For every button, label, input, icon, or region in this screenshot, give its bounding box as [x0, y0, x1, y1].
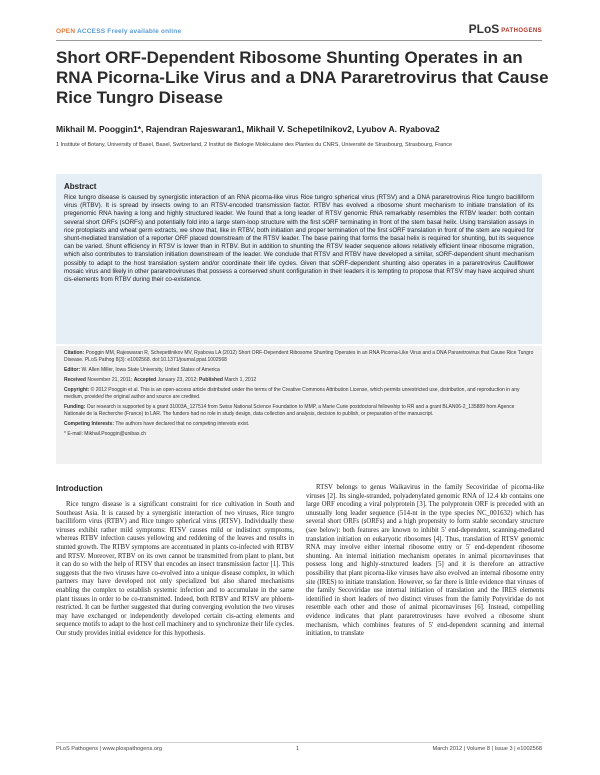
- competing-interests-label: Competing Interests:: [64, 421, 115, 427]
- introduction-paragraph-1: Rice tungro disease is a significant constraint for rice cultivation in South and Southeast Asia. It is caused by a synergistic interaction of two viruses, Rice tungro bacilliform virus (RTBV) and Rice tungro spherical virus (RTSV). Individually these viruses exhibit rather mild symptoms: RTSV causes mild or indistinct symptoms, whereas RTBV infection causes yellowing and reddening of the leaves and results in stunted growth. The RTBV symptoms are accentuated in plants co-infected with RTBV and RTSV. Moreover, RTBV on its own cannot be transmitted from plant to plant, but it can do so with the help of RTSV that encodes an insect transmission factor [1]. This suggests that the two viruses have co-evolved into a unique disease complex, in which partners may have developed not only specialized but also shared mechanisms enabling the complex to establish systemic infection and to accumulate in the same plant tissues in order to be co-transmitted. Indeed, both RTBV and RTSV are phloem-restricted. It can be further suggested that during converging evolution the two viruses may have exchanged or independently developed certain cis-acting elements and sequence motifs to adapt to the host cell machinery and to synchronize their life cycles. Our study provides initial evidence for this hypothesis.: [56, 501, 294, 637]
- author-list: Mikhail M. Pooggin1*, Rajendran Rajeswaran1, Mikhail V. Schepetilnikov2, Lyubov A. Ryabova2: [56, 124, 440, 134]
- abstract-box: [56, 174, 542, 344]
- competing-interests-text: The authors have declared that no competing interests exist.: [115, 421, 250, 427]
- article-metadata-box: [56, 346, 542, 464]
- copyright-label: Copyright:: [64, 387, 90, 393]
- copyright-line: [64, 387, 534, 401]
- paper-title: Short ORF-Dependent Ribosome Shunting Operates in an RNA Picorna-Like Virus and a DNA Pararetrovirus that Cause Rice Tungro Disease: [56, 48, 549, 107]
- citation-label: Citation:: [64, 350, 85, 356]
- footer-issue-info: March 2012 | Volume 8 | Issue 3 | e1002568: [432, 746, 542, 752]
- body-column-right: [306, 484, 544, 639]
- citation-line: [64, 350, 534, 364]
- page-footer: [56, 742, 542, 756]
- journal-logo-main: PLoS: [468, 22, 500, 36]
- published-label: Published: [199, 377, 223, 383]
- introduction-paragraph-2: RTSV belongs to genus Waikavirus in the family Secoviridae of picorna-like viruses [2]. Its single-stranded, polyadenylated genomic RNA of 12.4 kb contains one large ORF encoding a viral polyprotein [3]. The polyprotein ORF is preceded with an unusually long leader sequence (514-nt in the type species NC_001632) which has several short ORFs (sORFs) and a high propensity to form stable secondary structure (see below): both features are known to inhibit 5' end-dependent, scanning-mediated translation initiation on eukaryotic ribosomes [4]. Thus, translation of RTSV genomic RNA may involve either internal ribosome entry or 5' end-dependent ribosome shunting. An internal initiation mechanism operates in animal picornaviruses that possess long and highly-structured leaders [5] and it is therefore an attractive possibility that plant picorna-like viruses have also evolved an internal ribosome entry site (IRES) to initiate translation. However, so far there is little evidence that viruses of the family Secoviridae use internal initiation of translation and the IRES elements identified in short leaders of two distinct viruses from the family Potyviridae do not resemble each other and those of animal picornaviruses [6]. Instead, compelling evidence indicates that plant pararetroviruses have evolved a ribosome shunt mechanism, which combines features of 5' end-dependent scanning and internal initiation, to translate: [306, 484, 544, 638]
- email-line: [64, 431, 534, 438]
- body-column-left: [56, 484, 294, 639]
- received-date: November 21, 2011;: [87, 377, 133, 383]
- funding-text: Our research is supported by a grant 31003A_127514 from Swiss National Science Foundation to MMP, a Marie Curie postdoctoral fellowship to RR and a grant BLAN06-2_135889 from Agence Nationale de la Recherche (France) to LAR. The funders had no role in study design, data collection and analysis, decision to publish, or preparation of the manuscript.: [64, 404, 515, 417]
- copyright-text: © 2012 Pooggin et al. This is an open-access article distributed under the terms of the Creative Commons Attribution License, which permits unrestricted use, distribution, and reproduction in any medium, provided the original author and source are credited.: [64, 387, 520, 400]
- funding-label: Funding:: [64, 404, 86, 410]
- open-access-badge: [56, 28, 181, 35]
- accepted-label: Accepted: [133, 377, 157, 383]
- citation-text: Pooggin MM, Rajeswaran R, Schepetilnikov MV, Ryabova LA (2012) Short ORF-Dependent Ribosome Shunting Operates in an RNA Picorna-Like Virus and a DNA Pararetrovirus that Cause Rice Tungro Disease. PLoS Pathog 8(3): e1002568. doi:10.1371/journal.ppat.1002568: [64, 350, 534, 363]
- journal-logo: [469, 22, 542, 36]
- accepted-date: January 23, 2012;: [157, 377, 198, 383]
- abstract-heading: Abstract: [64, 182, 97, 191]
- open-access-label: ACCESS Freely available online: [77, 28, 182, 35]
- header-divider: [56, 40, 542, 41]
- published-date: March 1, 2012: [224, 377, 257, 383]
- editor-line: [64, 367, 534, 374]
- abstract-text: Rice tungro disease is caused by synergistic interaction of an RNA picorna-like virus Rice tungro spherical virus (RTSV) and a DNA pararetrovirus Rice tungro bacilliform virus (RTBV). It is spread by insects owing to an RTSV-encoded transmission factor. RTBV has evolved a ribosome shunt mechanism to initiate translation of its pregenomic RNA having a long and highly structured leader. We found that a long leader of RTSV genomic RNA remarkably resembles the RTBV leader: both contain several short ORFs (sORFs) and potentially fold into a large stem-loop structure with the first sORF terminating in front of the stem basal helix. Using translation assays in rice protoplasts and wheat germ extracts, we show that, like in RTBV, both initiation and proper termination of the first sORF translation in front of the stem are required for shunt-mediated translation of a reporter ORF placed downstream of the RTSV leader. The base pairing that forms the basal helix is required for shunting, but its sequence can be varied. Shunt efficiency in RTSV is lower than in RTBV. But in addition to shunting the RTSV leader sequence allows relatively efficient linear ribosome migration, which also contributes to translation initiation downstream of the leader. We conclude that RTSV and RTBV have developed a similar, sORF-dependent shunt mechanism possibly to adapt to the host translation system and/or coordinate their life cycles. Given that sORF-dependent shunting also operates in a pararetrovirus Cauliflower mosaic virus and likely in other pararetroviruses that possess a conserved shunt configuration in their leaders it is tempting to propose that RTSV may have acquired shunt cis-elements from RTBV during their co-existence.: [64, 194, 534, 284]
- email-address[interactable]: Mikhail.Pooggin@unibas.ch: [84, 431, 147, 437]
- affiliations: 1 Institute of Botany, University of Basel, Basel, Switzerland, 2 Institut de Biologie Moléculaire des Plantes du CNRS, Université de Strasbourg, Strasbourg, France: [56, 142, 453, 148]
- footer-journal-site[interactable]: PLoS Pathogens | www.plospathogens.org: [56, 746, 162, 752]
- dates-line: [64, 377, 534, 384]
- email-label: * E-mail:: [64, 431, 83, 437]
- received-label: Received: [64, 377, 86, 383]
- journal-logo-sub: PATHOGENS: [501, 28, 542, 34]
- editor-text: W. Allen Miller, Iowa State University, United States of America: [81, 367, 220, 373]
- open-access-prefix: OPEN: [56, 28, 76, 35]
- editor-label: Editor:: [64, 367, 81, 373]
- introduction-heading: Introduction: [56, 484, 103, 493]
- funding-line: [64, 404, 534, 418]
- competing-interests-line: [64, 421, 534, 428]
- footer-page-number: 1: [296, 746, 300, 752]
